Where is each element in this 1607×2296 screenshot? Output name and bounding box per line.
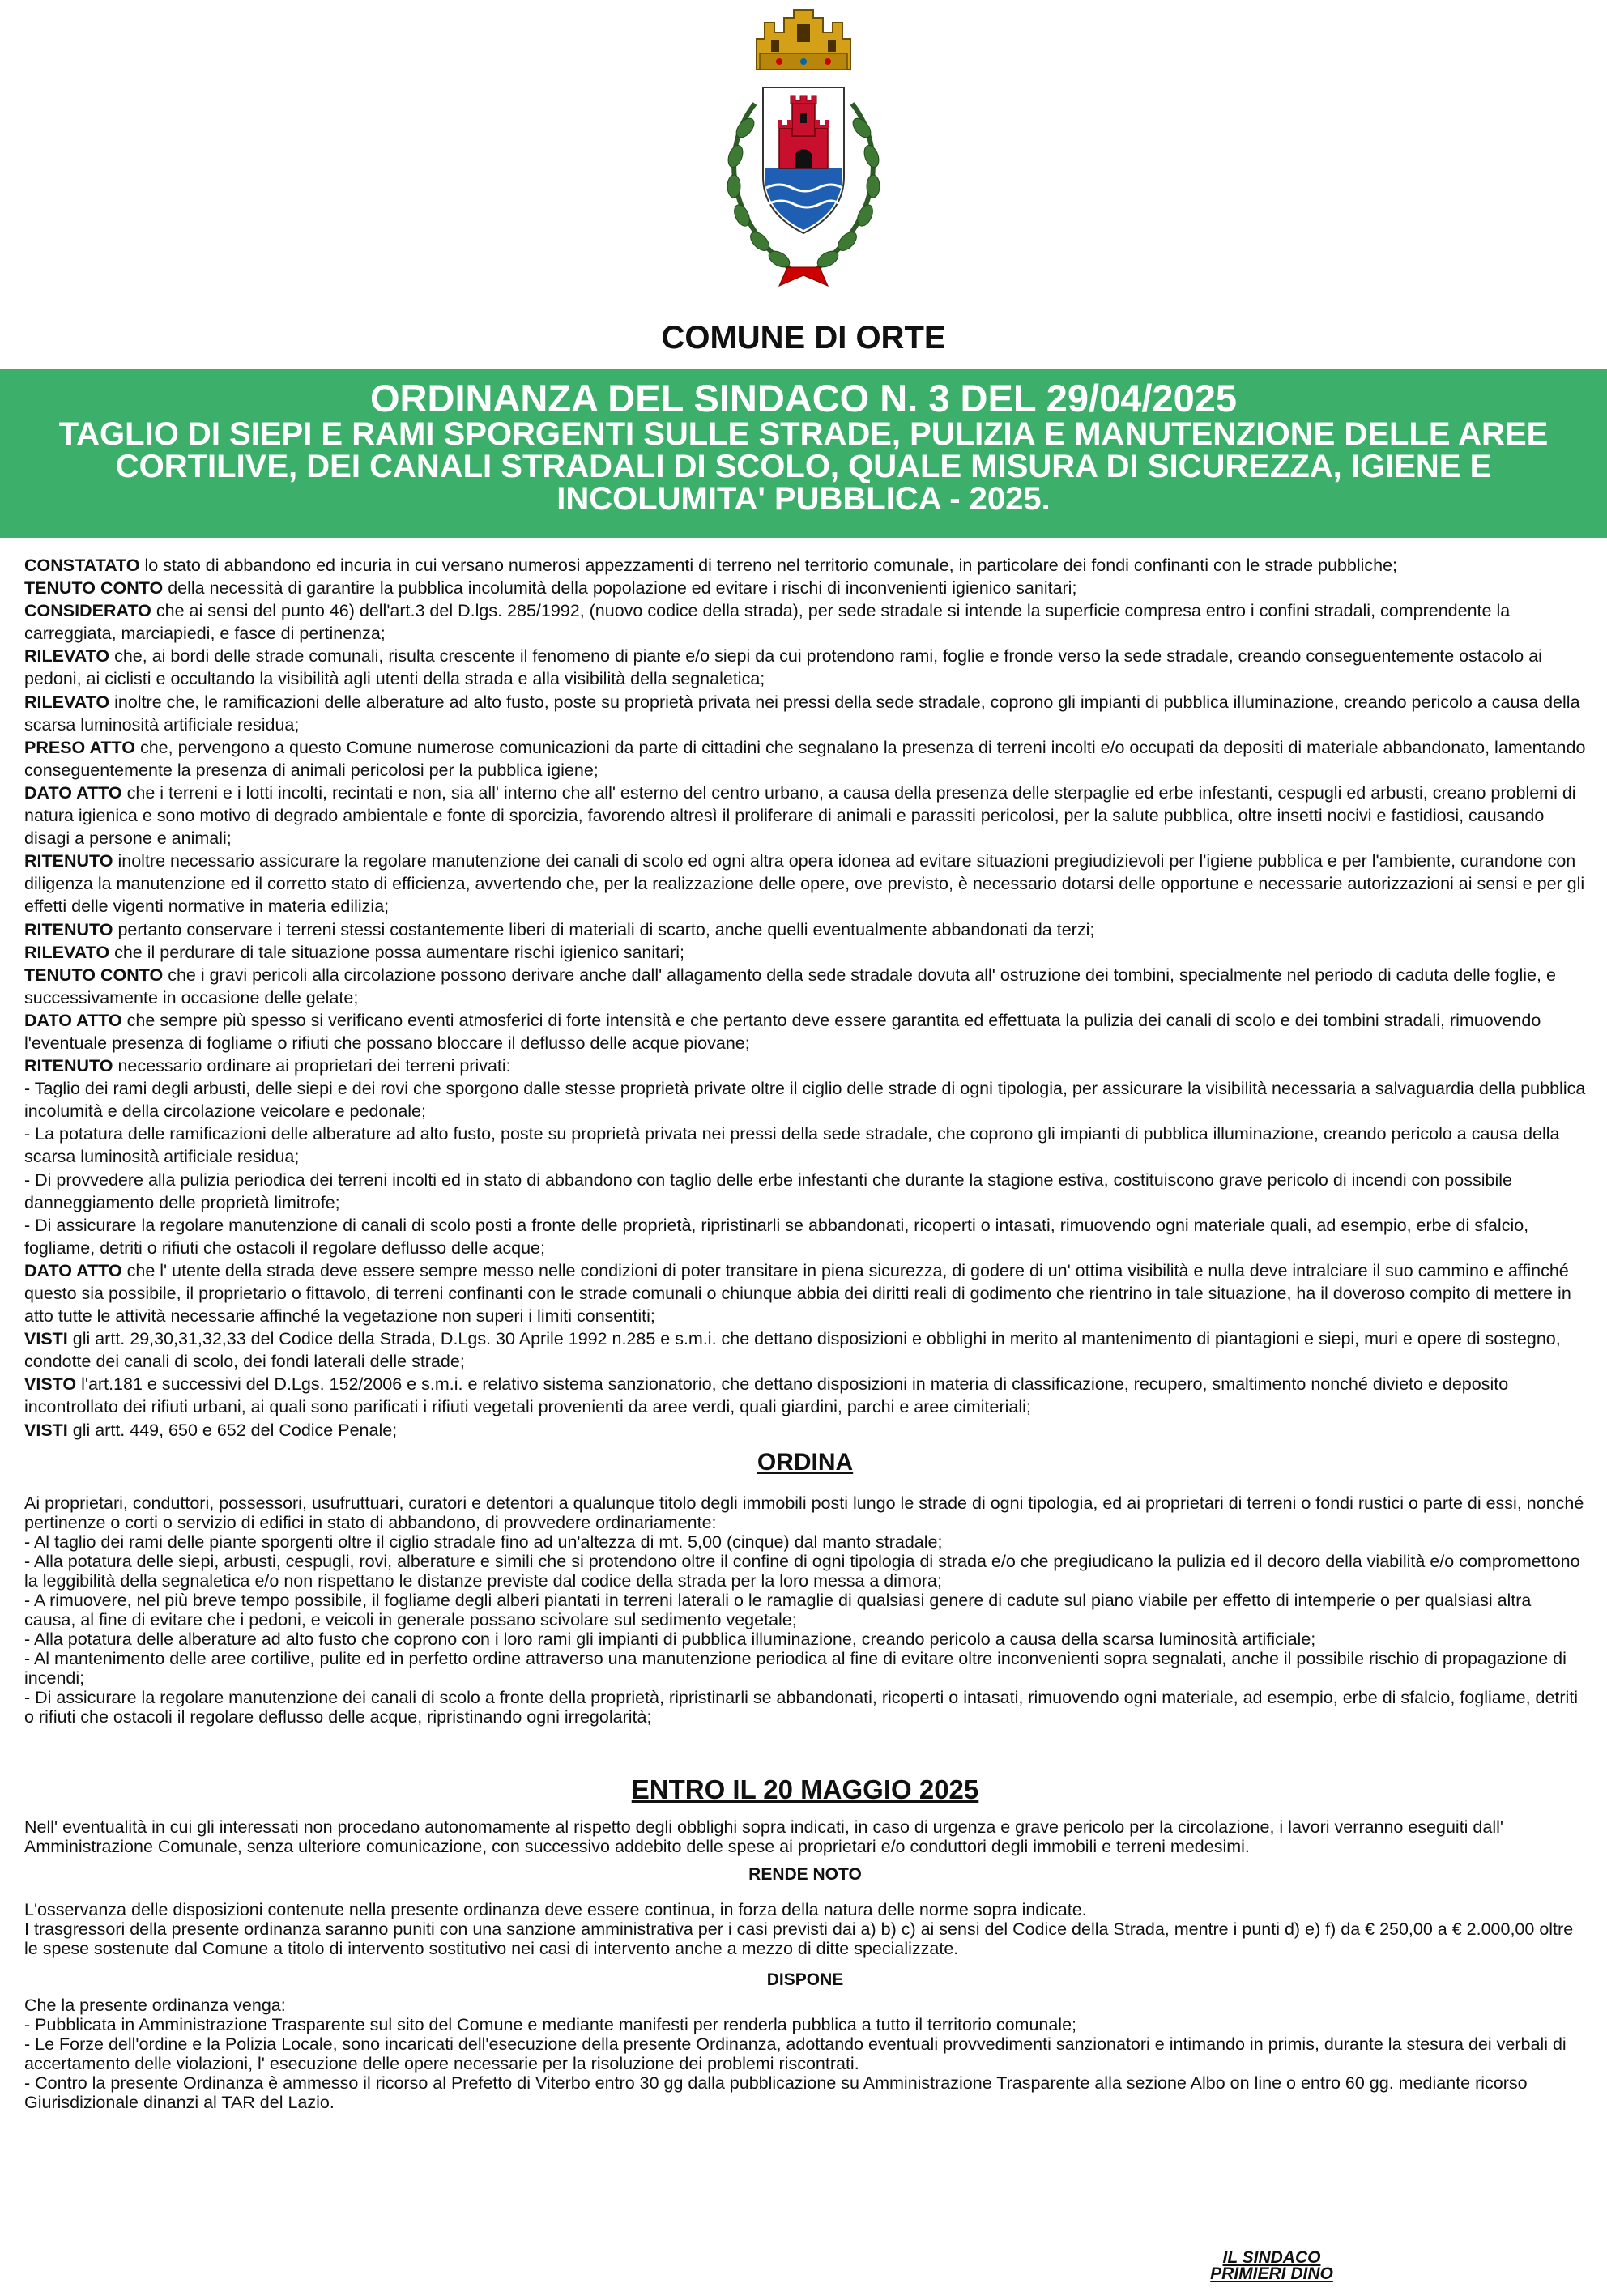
premise-paragraph: [24, 1214, 1586, 1259]
premise-keyword: CONSIDERATO: [24, 601, 151, 621]
premise-keyword: RITENUTO: [24, 919, 113, 939]
rende-noto-paragraph: I trasgressori della presente ordinanza saranno puniti con una sanzione amministrativa per i casi previsti dai a) b) c) ai sensi del Codice della Strada, mentre i punti d) e) f) da € 250,00 a € 2.000,00 oltre le spese sostenute dal Comune a titolo di intervento sostitutivo nei casi di intervento anche a mezzo di ditte specializzate.: [24, 1919, 1574, 1958]
premise-text: inoltre che, le ramificazioni delle alberature ad alto fusto, poste su proprietà privata nei pressi della sede stradale, coprono gli impianti di pubblica illuminazione, creando pericolo a causa della scarsa luminosità artificiale residua;: [24, 692, 1580, 735]
ordina-section: [24, 1493, 1586, 1727]
premise-keyword: VISTI: [24, 1329, 68, 1349]
premises-section: [24, 554, 1586, 1442]
premise-keyword: VISTI: [24, 1420, 68, 1440]
premise-text: che ai sensi del punto 46) dell'art.3 del D.lgs. 285/1992, (nuovo codice della strada), per sede stradale si intende la superficie compresa entro i confini stradali, comprendente la carreggiata, marciapiedi, e fasce di pertinenza;: [24, 601, 1511, 644]
after-deadline-section: [24, 1817, 1586, 1856]
dispone-heading: DISPONE: [766, 1970, 844, 1989]
premise-paragraph: [24, 736, 1586, 782]
premise-paragraph: [24, 599, 1586, 645]
premise-keyword: RILEVATO: [24, 942, 110, 962]
ordinance-subject: TAGLIO DI SIEPI E RAMI SPORGENTI SULLE STRADE, PULIZIA E MANUTENZIONE DELLE AREE CORTILIVE, DEI CANALI STRADALI DI SCOLO, QUALE MISURA DI SICUREZZA, IGIENE E INCOLUMITA' PUBBLICA - 2025.: [58, 416, 1549, 517]
dispone-section: [24, 1996, 1586, 2112]
premise-paragraph: [24, 1077, 1586, 1122]
premise-keyword: PRESO ATTO: [24, 737, 135, 757]
premise-paragraph: [24, 850, 1586, 918]
signature-role: IL SINDACO: [1222, 2248, 1321, 2267]
premise-text: gli artt. 29,30,31,32,33 del Codice della Strada, D.Lgs. 30 Aprile 1992 n.285 e s.m.i. che dettano disposizioni e obblighi in merito al mantenimento di piantagioni e siepi, muri e opere di sostegno, condotte dei canali di scolo, dei fondi laterali delle strade;: [24, 1329, 1561, 1372]
premise-keyword: RILEVATO: [24, 646, 110, 667]
premise-keyword: RILEVATO: [24, 692, 110, 712]
premise-paragraph: [24, 554, 1586, 577]
premise-text: l'art.181 e successivi del D.Lgs. 152/2006 e s.m.i. e relativo sistema sanzionatorio, che dettano disposizioni in materia di classificazione, recupero, smaltimento nonché divieto e deposito incontrollato dei rifiuti urbani, ai quali sono parificati i rifiuti vegetali provenienti da aree verdi, quali giardini, parchi e aree cimiteriali;: [24, 1374, 1509, 1417]
premise-text: che, pervengono a questo Comune numerose comunicazioni da parte di cittadini che segnalano la presenza di terreni incolti e/o occupati da depositi di materiale abbandonato, lamentando conseguentemente la presenza di animali pericolosi per la pubblica igiene;: [24, 737, 1586, 780]
premise-text: - Di provvedere alla pulizia periodica dei terreni incolti ed in stato di abbandono con taglio delle erbe infestanti che durante la stagione estiva, costituiscono grave pericolo di incendi con possibile danneggiamento delle proprietà limitrofe;: [24, 1169, 1512, 1212]
premise-paragraph: [24, 1419, 1586, 1442]
premise-keyword: DATO ATTO: [24, 782, 122, 803]
premise-text: lo stato di abbandono ed incuria in cui versano numerosi appezzamenti di terreno nel territorio comunale, in particolare dei fondi confinanti con le strade pubbliche;: [139, 556, 1398, 575]
premise-keyword: VISTO: [24, 1374, 77, 1395]
dispone-intro: Che la presente ordinanza venga:: [24, 1995, 286, 2015]
signature-block: [1166, 2250, 1377, 2282]
premise-paragraph: [24, 577, 1586, 599]
ordina-intro: Ai proprietari, conduttori, possessori, usufruttuari, curatori e detentori a qualunque titolo degli immobili posti lungo le strade di ogni tipologia, ed ai proprietari di terreni o fondi rustici o parte di essi, nonché pertinenze o corti o servizio di edifici in stato di abbandono, di provvedere ordinariamente:: [24, 1493, 1584, 1532]
premise-keyword: DATO ATTO: [24, 1010, 122, 1030]
ordina-item: - Al taglio dei rami delle piante sporgenti oltre il ciglio stradale fino ad un'altezza di mt. 5,00 (cinque) dal manto stradale;: [24, 1531, 943, 1552]
premise-text: necessario ordinare ai proprietari dei terreni privati:: [113, 1056, 511, 1076]
rende-noto-heading: RENDE NOTO: [748, 1864, 862, 1884]
premise-keyword: CONSTATATO: [24, 556, 140, 575]
signature-name: PRIMIERI DINO: [1210, 2264, 1333, 2283]
premise-text: inoltre necessario assicurare la regolare manutenzione dei canali di scolo ed ogni altra opera idonea ad evitare situazioni pregiudizievoli per l'igiene pubblica e per l'ambiente, curandone con diligenza la manutenzione ed il corretto stato di efficienza, avvertendo che, per la realizzazione delle opere, ove previsto, è necessario dotarsi delle opportune e necessarie autorizzazioni ai sensi e per gli effetti delle vigenti normative in materia edilizia;: [24, 851, 1585, 917]
premise-paragraph: [24, 941, 1586, 964]
premise-text: - La potatura delle ramificazioni delle alberature ad alto fusto, poste su proprietà privata nei pressi della sede stradale, che coprono gli impianti di pubblica illuminazione, creando pericolo a causa della scarsa luminosità artificiale residua;: [24, 1124, 1560, 1167]
ordinance-title: ORDINANZA DEL SINDACO N. 3 DEL 29/04/2025: [370, 377, 1237, 420]
coat-of-arms: [706, 6, 901, 294]
premise-text: pertanto conservare i terreni stessi costantemente liberi di materiali di scarto, anche quelli eventualmente abbandonati da terzi;: [113, 919, 1095, 939]
premise-paragraph: [24, 1327, 1586, 1373]
dispone-list: [24, 2015, 1586, 2112]
ordina-heading: ORDINA: [757, 1448, 854, 1476]
mural-crown: [757, 10, 850, 70]
rende-noto-section: [24, 1900, 1586, 1958]
premise-paragraph: [24, 691, 1586, 736]
premise-paragraph: [24, 645, 1586, 690]
premise-text: della necessità di garantire la pubblica incolumità della popolazione ed evitare i rischi di inconvenienti igienico sanitari;: [163, 578, 1077, 598]
premise-text: che i terreni e i lotti incolti, recintati e non, sia all' interno che all' esterno del centro urbano, a causa della presenza delle sterpaglie ed erbe infestanti, cespugli ed arbusti, creano problemi di natura igienica e sono motivo di degrado ambientale e fonte di sporcizia, favorendo altresì il proliferare di animali e parassiti pericolosi, per la salute pubblica, oltre insetti nocivi e fastidiosi, causando disagi a persone e animali;: [24, 782, 1576, 849]
premise-text: che sempre più spesso si verificano eventi atmosferici di forte intensità e che pertanto deve essere garantita ed effettuata la pulizia dei canali di scolo e dei tombini stradali, rimuovendo l'eventuale presenza di fogliame o rifiuti che possano bloccare il deflusso delle acque piovane;: [24, 1010, 1541, 1053]
premise-text: che i gravi pericoli alla circolazione possono derivare anche dall' allagamento della sede stradale dovuta all' ostruzione dei tombini, specialmente nel periodo di caduta delle foglie, e successivamente in occasione delle gelate;: [24, 965, 1556, 1007]
premise-paragraph: [24, 1169, 1586, 1214]
deadline-heading: ENTRO IL 20 MAGGIO 2025: [631, 1774, 979, 1804]
premise-keyword: RITENUTO: [24, 1056, 113, 1076]
premise-paragraph: [24, 782, 1586, 850]
premise-keyword: TENUTO CONTO: [24, 578, 164, 598]
title-banner: [0, 369, 1607, 538]
premise-paragraph: [24, 1259, 1586, 1327]
dispone-item: - Contro la presente Ordinanza è ammesso il ricorso al Prefetto di Viterbo entro 30 gg dalla pubblicazione su Amministrazione Trasparente alla sezione Albo on line o entro 60 gg. mediante ricorso Giurisdizionale dinanzi al TAR del Lazio.: [24, 2072, 1528, 2112]
ribbon: [779, 267, 828, 286]
premise-paragraph: [24, 1373, 1586, 1418]
municipality-name: COMUNE DI ORTE: [661, 320, 946, 356]
ordina-item: - A rimuovere, nel più breve tempo possibile, il fogliame degli alberi piantati in terreni laterali o le ramaglie di qualsiasi genere di cadute sul piano viabile per effetto di intemperie o per qualsiasi altra causa, al fine di evitare che i pedoni, e veicoli in generale possano scivolare sul sedimento vegetale;: [24, 1590, 1532, 1629]
premise-keyword: TENUTO CONTO: [24, 965, 164, 985]
ordina-list: [24, 1532, 1586, 1727]
dispone-item: - Le Forze dell'ordine e la Polizia Locale, sono incaricati dell'esecuzione della presente Ordinanza, adottando eventuali provvedimenti sanzionatori e intimando in primis, durante la stesura dei verbali di accertamento delle violazioni, l' esecuzione delle opere necessarie per la risoluzione dei problemi riscontrati.: [24, 2034, 1567, 2073]
ordina-item: - Alla potatura delle siepi, arbusti, cespugli, rovi, alberature e simili che si protendono oltre il confine di ogni tipologia di strada e/o che pregiudicano la pulizia ed il decoro della viabilità e/o compromettono la leggibilità della segnaletica e/o non rispettano le distanze previste dal codice della strada per la loro messa a dimora;: [24, 1551, 1580, 1591]
dispone-item: - Pubblicata in Amministrazione Trasparente sul sito del Comune e mediante manifesti per renderla pubblica a tutto il territorio comunale;: [24, 2014, 1077, 2034]
premise-paragraph: [24, 1122, 1586, 1168]
rende-noto-paragraph: L'osservanza delle disposizioni contenute nella presente ordinanza deve essere continua, in forza della natura delle norme sopra indicate.: [24, 1899, 1087, 1919]
premise-text: - Taglio dei rami degli arbusti, delle siepi e dei rovi che sporgono dalle stesse proprietà private oltre il ciglio delle strade di ogni tipologia, per assicurare la visibilità necessaria a salvaguardia della pubblica incolumità e della circolazione veicolare e pedonale;: [24, 1079, 1586, 1122]
premise-text: - Di assicurare la regolare manutenzione di canali di scolo posti a fronte delle proprietà, ripristinarli se abbandonati, ricoperti o intasati, rimuovendo ogni materiale quali, ad esempio, erbe di sfalcio, fogliame, detriti o rifiuti che ostacoli il regolare deflusso delle acque;: [24, 1215, 1529, 1258]
premise-text: gli artt. 449, 650 e 652 del Codice Penale;: [67, 1420, 398, 1440]
ordina-item: - Al mantenimento delle aree cortilive, pulite ed in perfetto ordine attraverso una manutenzione periodica al fine di evitare oltre inconvenienti sopra segnalati, anche il possibile rischio di propagazione di incendi;: [24, 1648, 1567, 1688]
after-deadline-text: Nell' eventualità in cui gli interessati non procedano autonomamente al rispetto degli obblighi sopra indicati, in caso di urgenza e grave pericolo per la circolazione, i lavori verranno eseguiti dall' Amministrazione Comunale, senza ulteriore comunicazione, con successivo addebito delle spese ai proprietari e/o conduttori degli immobili e terreni medesimi.: [24, 1817, 1504, 1856]
premise-keyword: RITENUTO: [24, 851, 113, 871]
document-body: [24, 554, 1586, 2112]
premise-paragraph: [24, 918, 1586, 941]
premise-keyword: DATO ATTO: [24, 1260, 122, 1280]
premise-paragraph: [24, 1054, 1586, 1077]
premise-paragraph: [24, 964, 1586, 1009]
ordina-item: - Alla potatura delle alberature ad alto fusto che coprono con i loro rami gli impianti di pubblica illuminazione, creando pericolo a causa della scarsa luminosità artificiale;: [24, 1629, 1316, 1649]
premise-text: che l' utente della strada deve essere sempre messo nelle condizioni di poter transitare in piena sicurezza, di godere di un' ottima visibilità e nulla deve intralciare il suo cammino e affinché questo sia possibile, il proprietario o fittavolo, di terreni confinanti con le strade comunali o chiunque abbia dei diritti reali di godimento che rientrino in tale situazione, ha il doveroso compito di mettere in atto tutte le attività necessarie affinché la vegetazione non superi i limiti consentiti;: [24, 1260, 1571, 1327]
premise-paragraph: [24, 1009, 1586, 1054]
premise-text: che, ai bordi delle strade comunali, risulta crescente il fenomeno di piante e/o siepi da cui protendono rami, foglie e fronde verso la sede stradale, creando conseguentemente ostacolo ai pedoni, ai ciclisti e occultando la visibilità agli utenti della strada e alla visibilità della segnaletica;: [24, 646, 1542, 689]
ordina-item: - Di assicurare la regolare manutenzione dei canali di scolo a fronte della proprietà, ripristinarli se abbandonati, ricoperti o intasati, rimuovendo ogni materiale, ad esempio, erbe di sfalcio, fogliame, detriti o rifiuti che ostacoli il regolare deflusso delle acque, ripristinando ogni irregolarità;: [24, 1687, 1579, 1727]
premise-text: che il perdurare di tale situazione possa aumentare rischi igienico sanitari;: [109, 942, 685, 962]
shield: [763, 87, 844, 233]
